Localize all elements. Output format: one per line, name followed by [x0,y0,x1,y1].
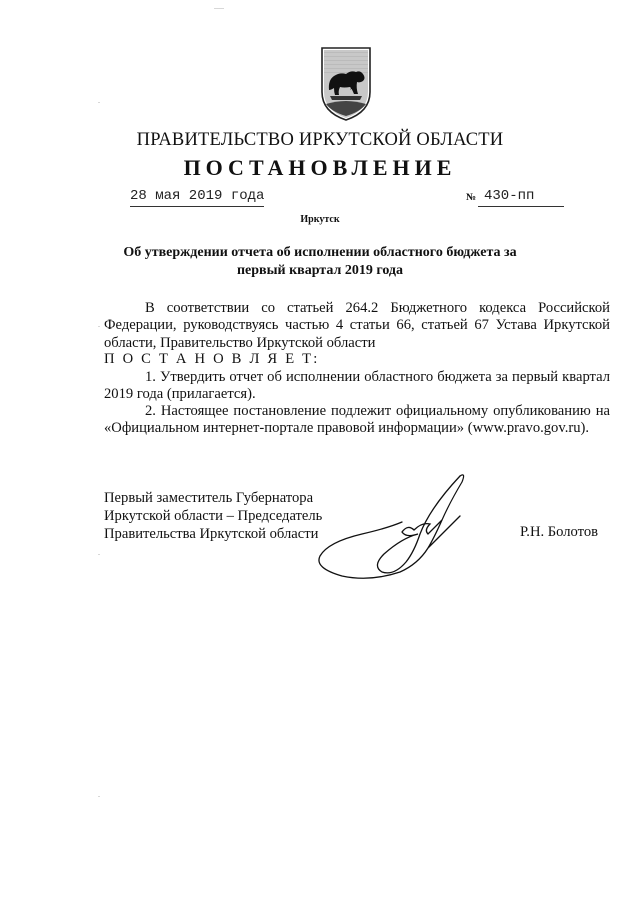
coat-of-arms-icon [320,46,372,122]
scan-mark: . [98,548,100,557]
preamble-paragraph: В соответствии со статьей 264.2 Бюджетного кодекса Российской Федерации, руководствуясь частью 4 статьи 66, статьей 67 Устава Иркутской области, Правительство Иркутской области [104,300,610,351]
position-line: Иркутской области – Председатель [104,508,323,524]
number-underline [478,206,564,207]
position-line: Первый заместитель Губернатора [104,490,314,506]
government-name: ПРАВИТЕЛЬСТВО ИРКУТСКОЙ ОБЛАСТИ [136,130,504,150]
number-sign: № [466,192,477,203]
document-date: 28 мая 2019 года [130,188,265,204]
handwritten-signature-icon [310,468,500,586]
scan-mark: ..... [214,2,224,11]
scan-mark: . [98,96,100,105]
date-underline [130,206,264,207]
resolution-item-2: 2. Настоящее постановление подлежит официальному опубликованию на «Официальном интернет-портале правовой информации» (www.pravo.gov.ru). [104,403,610,437]
decree-word: П О С Т А Н О В Л Я Е Т: [104,351,320,367]
document-number: 430-пп [484,188,535,204]
signatory-name: Р.Н. Болотов [520,524,599,540]
resolution-item-1: 1. Утвердить отчет об исполнении областного бюджета за первый квартал 2019 года (прилагается). [104,369,610,403]
city-name: Иркутск [300,214,340,225]
scan-mark: . [98,320,100,329]
scan-mark: . [98,790,100,799]
position-line: Правительства Иркутской области [104,526,319,542]
document-subject: Об утверждении отчета об исполнении областного бюджета за первый квартал 2019 года [123,245,517,278]
document-type: ПОСТАНОВЛЕНИЕ [183,155,457,180]
